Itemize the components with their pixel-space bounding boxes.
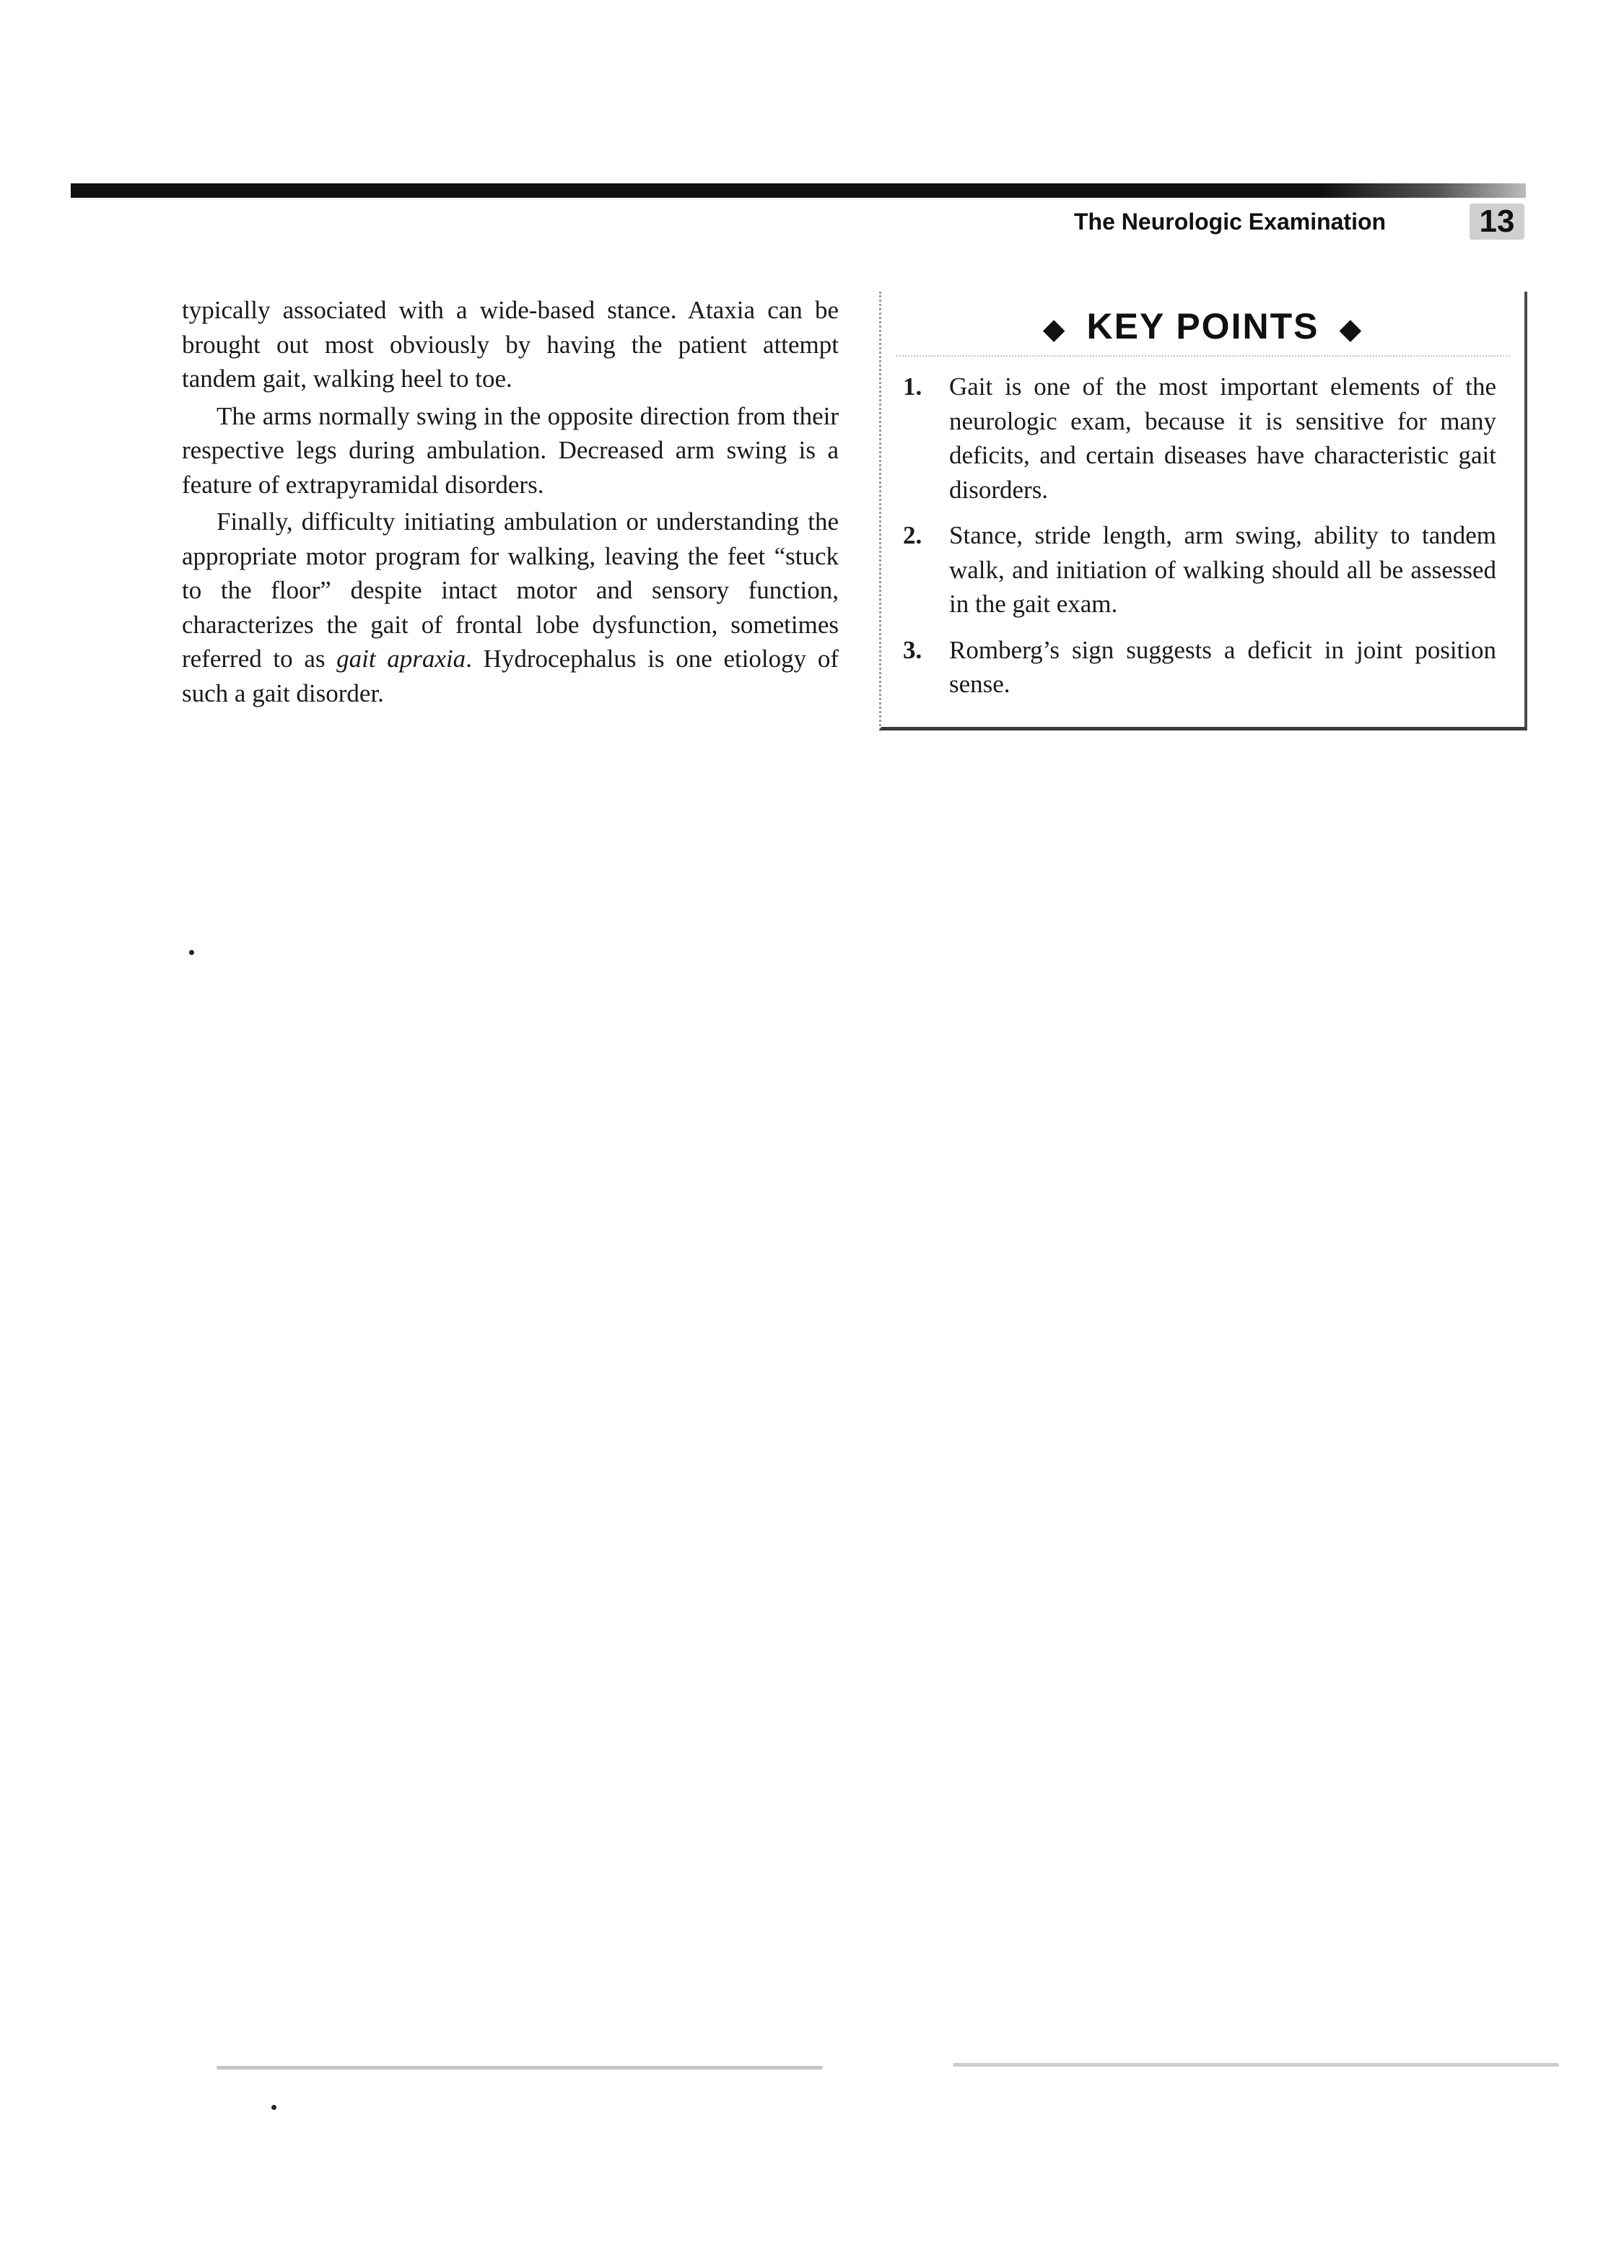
key-point-number: 1.: [903, 372, 922, 401]
key-point-text: Gait is one of the most important elements of the neurologic exam, because it is sensitive for many deficits, and certain diseases have characteristic gait disorders.: [949, 372, 1496, 504]
paragraph-3-text: Finally, difficulty initiating ambulation or understanding the appropriate motor program for walking, leaving the feet “stuck to the floor” despite intact motor and sensory function, characterizes the gait of frontal lobe dysfunction, sometimes referred to as: [182, 507, 839, 673]
gait-apraxia-term: gait apraxia: [336, 645, 466, 673]
page-number: 13: [1470, 204, 1524, 240]
key-points-box: [879, 292, 1527, 730]
paragraph-3-end: . Hydrocephalus is one etiology of such a gait disorder.: [182, 645, 839, 707]
header-rule: [71, 183, 1526, 198]
diamond-icon-left: ◆: [1042, 313, 1067, 345]
key-point-item: [903, 633, 1496, 702]
key-points-title: KEY POINTS: [1086, 306, 1319, 346]
scan-speck: [189, 950, 194, 955]
paragraph-2: The arms normally swing in the opposite direction from their respective legs during ambulation. Decreased arm swing is a feature of extrapyramidal disorders.: [182, 401, 839, 499]
diamond-icon-right: ◆: [1339, 313, 1363, 345]
key-point-item: [903, 518, 1496, 621]
key-point-number: 2.: [903, 521, 922, 549]
running-header: [1074, 204, 1536, 240]
key-points-list: [903, 370, 1496, 713]
scan-speck: [271, 2105, 276, 2110]
key-point-text: Romberg’s sign suggests a deficit in joint position sense.: [949, 635, 1496, 698]
scan-artifact-left: [217, 2066, 823, 2069]
key-point-number: 3.: [903, 635, 922, 664]
paragraph-3: [182, 505, 839, 710]
heading-divider: [896, 355, 1510, 357]
paragraph-1: typically associated with a wide-based stance. Ataxia can be brought out most obviously by having the patient attempt tandem gait, walking heel to toe.: [182, 296, 839, 393]
key-points-heading: [881, 305, 1524, 351]
key-point-item: [903, 370, 1496, 507]
key-point-text: Stance, stride length, arm swing, ability to tandem walk, and initiation of walking should all be assessed in the gait exam.: [949, 521, 1496, 618]
body-text-column: [182, 293, 839, 710]
running-title: The Neurologic Examination: [1074, 209, 1387, 235]
scan-artifact-right: [953, 2063, 1559, 2067]
